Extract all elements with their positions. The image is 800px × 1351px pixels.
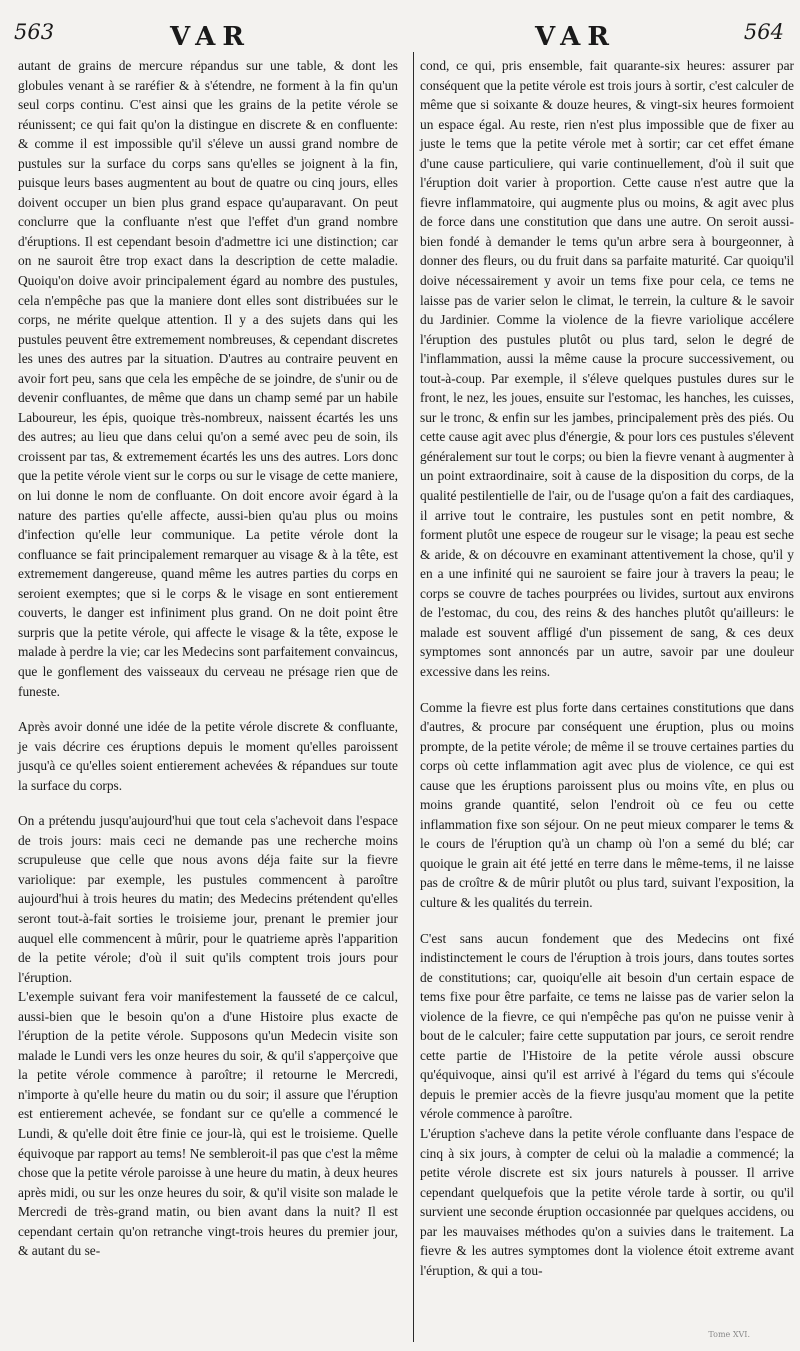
running-title-right: VAR xyxy=(535,22,616,52)
signature-mark: Tome XVI. xyxy=(708,1330,750,1339)
left-column xyxy=(18,56,398,1261)
running-header xyxy=(0,6,800,58)
paragraph: L'éruption s'acheve dans la petite vérole confluante dans l'espace de cinq à six jours, à compter de celui où la maladie a commencé; la petite vérole discrete est six jours naturels à pousser. Il arrive cependant quelquefois que la petite vérole tarde à sortir, ou qu'il survient une seconde éruption occasionnée par quelques accidens, ou par les mauvaises méthodes qu'on a suivies dans le traitement. La fievre & les autres symptomes dont la violence étoit extreme avant l'éruption, & qui a tou- xyxy=(420,1125,794,1278)
paragraph: Après avoir donné une idée de la petite vérole discrete & confluante, je vais décrire ces éruptions depuis le moment qu'elles paroissent jusqu'à ce qu'elles soient entierement achevées & répandues sur toute la surface du corps. xyxy=(18,719,398,793)
column-divider xyxy=(413,52,414,1342)
paragraph: autant de grains de mercure répandus sur une table, & dont les globules venant à se raréfier & à s'étendre, ne forment à la fin qu'un seul corps continu. C'est ainsi que les grains de la petite vérole se réunissent; ce qui fait qu'on la distingue en discrete & en confluente: & comme il est impossible qu'il s'éleve un aussi grand nombre de pustules sur la surface du corps sans qu'elles se joignent à la fin, puisque leurs bases augmentent au bout de quatre ou cinq jours, elles doivent occuper un bien plus grand espace qu'auparavant. On peut conclurre que la confluante n'est que l'effet d'un grand nombre d'éruptions. Il est cependant besoin d'admettre ici une distinction; car on ne sauroit être trop exact dans la description de cette maladie. Quoiqu'on doive avoir principalement égard au nombre des pustules, cela n'empêche pas que la maniere dont elles sont distribuées sur le corps, ne mérite quelque attention. Il y a des sujets dans qui les pustules peuvent être extremement nombreuses, & cependant discretes les unes des autres par la situation. D'autres au contraire peuvent en avoir fort peu, sans que cela les empêche de se joindre, de s'unir ou de devenir confluantes, de même que dans un champ semé par un habile Laboureur, les épis, quoique très-nombreux, naissent écartés les uns des autres; au lieu que dans celui qu'on a semé avec peu de soin, ils croissent par tas, & extremement écartés les uns des autres. Lors donc que la petite vérole vient sur le corps ou sur le visage de cette maniere, on lui donne le nom de confluante. On doit encore avoir égard à la nature des parties qu'elle affecte, aussi-bien qu'au plus ou moins d'infection qu'elle leur communique. La petite vérole dont la confluance se fait principalement remarquer au visage & à la tête, est extremement dangereuse, quand même les autres parties du corps en seroient exemptes; que si le corps & le visage en sont entierement couverts, le danger est infiniment plus grand. On ne doit point être surpris que la petite vérole, qui affecte le visage & la tête, expose le malade à perdre la vie; car les Medecins sont parfaitement convaincus, que le gonflement des vaisseaux du cerveau ne présage rien que de funeste. xyxy=(18,58,398,699)
page-number-right: 564 xyxy=(743,20,784,44)
paragraph: Comme la fievre est plus forte dans certaines constitutions que dans d'autres, & procure par conséquent une éruption, plus ou moins prompte, de la petite vérole; de même il se trouve certaines parties du corps où cette inflammation agit avec plus de violence, ce qui est cause que les éruptions paroissent plus ou moins vîte, en plus ou moins grande quantité, selon l'endroit où ce feu ou cette inflammation fixe son séjour. On ne peut mieux comparer le tems & le cours de l'éruption qu'à un champ où l'on a semé du blé; car quoique le grain ait été jetté en terre dans le même-tems, il ne laisse pas de croître & de mûrir plutôt ou plus tard, suivant l'exposition, la culture & les qualités du terrein. xyxy=(420,699,794,910)
running-title-left: VAR xyxy=(170,22,251,52)
paragraph: On a prétendu jusqu'aujourd'hui que tout cela s'achevoit dans l'espace de trois jours: mais ceci ne demande pas une recherche moins scrupuleuse que celle que nous avons déja faite sur la fievre variolique: par exemple, les pustules commencent à paroître aujourd'hui à trois heures du matin; des Medecins prétendent qu'elles seront tout-à-fait sorties le troisieme jour, prenant le premier jour auquel elle commencent à mûrir, pour le quatrieme après l'apparition de la petite vérole; d'où il suit qu'ils comptent trois jours pour l'éruption. xyxy=(18,813,398,985)
paragraph: L'exemple suivant fera voir manifestement la fausseté de ce calcul, aussi-bien que le besoin qu'on a d'une Histoire plus exacte de l'éruption de la petite vérole. Supposons qu'un Medecin visite son malade le Lundi vers les onze heures du soir, & qu'il s'apperçoive que la petite vérole commence à paroître; il retourne le Mercredi, n'importe à qu'elle heure du matin ou du soir; il assure que l'éruption est entierement achevée, se fondant sur ce qu'elle a commencé le Lundi, & qu'elle doit être finie ce jour-là, qui est le troisieme. Quelle équivoque par rapport au tems! Ne sembleroit-il pas que c'est la même chose que la petite vérole paroisse à une heure du matin, à deux heures après midi, ou sur les onze heures du soir, & qu'il visite son malade le Mercredi de très-grand matin, ou bien avant dans la nuit? Il est cependant certain qu'on retranche vingt-trois heures du premier jour, & autant du se- xyxy=(18,989,398,1259)
right-column xyxy=(420,56,794,1280)
paragraph: cond, ce qui, pris ensemble, fait quarante-six heures: assurer par conséquent que la petite vérole est trois jours à sortir, c'est calculer de même que si soixante & douze heures, & vingt-six heures formoient un espace égal. Au reste, rien n'est plus impossible que de fixer au juste le tems que la petite vérole met à sortir; car cet effet émane d'une cause particuliere, qui varie continuellement, d'où il suit que l'éruption doit varier à proportion. Cette cause n'est autre que la fievre inflammatoire, qui augmente plus ou moins, & agit avec plus de force dans une constitution que dans une autre. On seroit aussi-bien fondé à demander le tems qu'un arbre sera à bourgeonner, à donner des fleurs, ou du fruit dans sa parfaite maturité. Car quoiqu'il doive nécessairement y avoir un tems fixe pour cela, ce tems ne laisse pas de varier selon le climat, le terrein, la culture & le savoir du Jardinier. Comme la violence de la fievre variolique accélere l'éruption des pustules plutôt ou plus tard, selon le degré de l'inflammation, aussi la même cause la procure successivement, ou tout-à-coup. Par exemple, il s'éleve quelques pustules dures sur le front, le nez, les joues, ensuite sur l'estomac, les hanches, les cuisses, sur le tronc, & enfin sur les jambes, principalement près des piés. Ou cette cause agit avec plus d'énergie, & pour lors ces pustules s'élevent généralement sur tout le corps; ou bien la fievre venant à augmenter à un point extraordinaire, soit à cause de la disposition du corps, de la qualité pestilentielle de l'air, ou de l'usage qu'on a fait des cardiaques, il arrive tout le contraire, les pustules sont en petit nombre, & forment plutôt une espece de rougeur sur le visage; la peau est seche & aride, & on découvre en examinant attentivement la chose, qu'il y en a une infinité qui ne sauroient se faire jour à travers la peau; le corps se couvre de taches pourprées ou livides, surtout aux environs de l'estomac, du cou, des reins & des hanches plutôt qu'ailleurs: le malade est souvent affligé d'un pissement de sang, & ces deux symptomes sont annoncés par un autre, savoir par une douleur excessive dans les reins. xyxy=(420,58,794,679)
paragraph: C'est sans aucun fondement que des Medecins ont fixé indistinctement le cours de l'éruption à trois jours, dans toutes sortes de constitutions; car, quoiqu'elle ait besoin d'un certain espace de tems fixe pour être parfaite, ce tems ne laisse pas de varier selon la violence de la fievre, ce qui n'empêche pas qu'on ne puisse venir à bout de le calculer; faire cette supputation par jours, ce seroit rendre cette partie de l'Histoire de la petite vérole aussi obscure qu'équivoque, ainsi qu'il est arrivé à l'égard du tems qui s'écoule depuis le premier accès de la fievre jusqu'au moment que la petite vérole commence à paroître. xyxy=(420,930,794,1122)
page-number-left: 563 xyxy=(14,20,55,44)
